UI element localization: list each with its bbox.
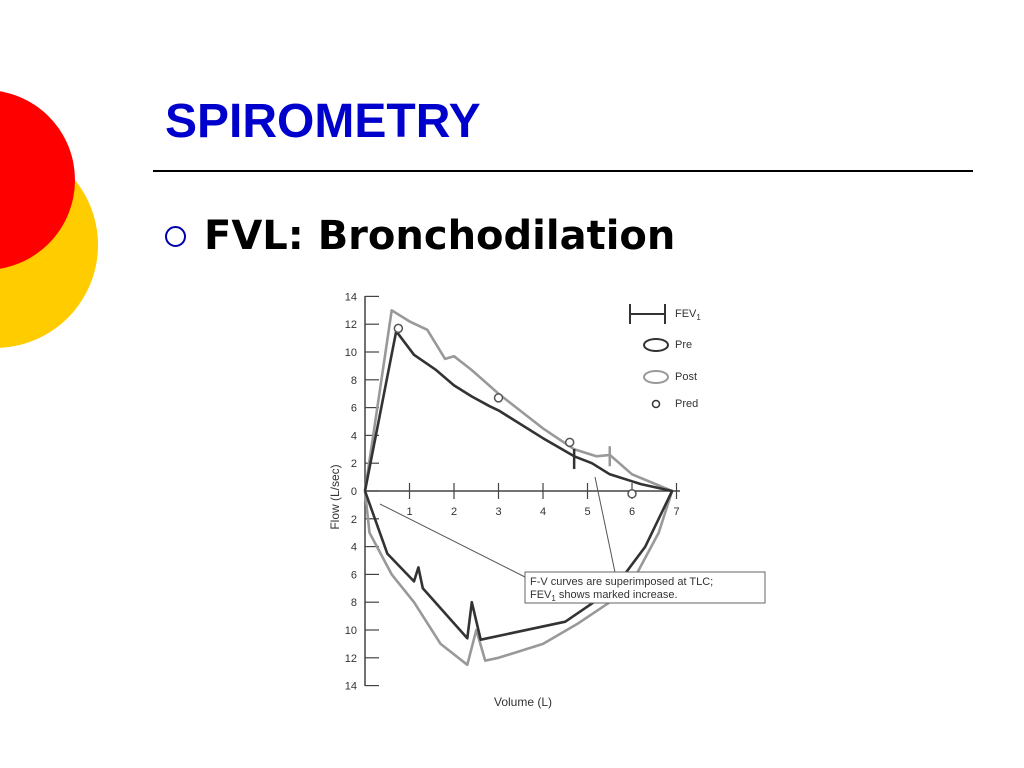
series-line-post — [365, 310, 672, 665]
annotation-fev-subscript: 1 — [551, 594, 556, 603]
pred-point — [628, 490, 636, 498]
legend-pre-swatch — [644, 339, 668, 351]
x-tick-label: 3 — [495, 506, 502, 518]
y-tick-label: 6 — [350, 569, 357, 582]
y-tick-label: 8 — [350, 597, 357, 610]
y-tick-label: 14 — [344, 291, 357, 304]
legend-fev-subscript: 1 — [696, 313, 701, 322]
legend-fev-marker — [630, 304, 665, 324]
decorative-circles — [0, 0, 140, 420]
x-tick-label: 5 — [584, 506, 591, 518]
x-tick-label: 7 — [673, 506, 680, 518]
y-tick-label: 14 — [344, 680, 357, 693]
title-divider — [153, 170, 973, 172]
annotation-line-1: F-V curves are superimposed at TLC; — [530, 576, 714, 588]
x-tick-label: 1 — [406, 506, 413, 518]
flow-volume-chart — [320, 282, 790, 722]
pred-point — [495, 394, 503, 402]
x-tick-label: 2 — [450, 506, 458, 518]
y-tick-label: 12 — [344, 652, 357, 665]
y-tick-label: 12 — [344, 319, 357, 332]
y-tick-label: 2 — [350, 458, 357, 471]
y-axis — [345, 291, 379, 692]
slide-title: SPIROMETRY — [165, 95, 481, 148]
pred-point — [394, 324, 402, 332]
annotation-leader-right — [595, 477, 616, 577]
legend-post-swatch — [644, 371, 668, 383]
y-axis-label: Flow (L/sec) — [328, 464, 342, 530]
legend-fev-label — [675, 308, 701, 322]
y-tick-label: 10 — [344, 347, 357, 359]
y-tick-label: 0 — [350, 486, 357, 498]
legend-post-label: Post — [675, 371, 698, 383]
bullet-item — [165, 213, 675, 259]
annotation — [380, 477, 765, 603]
y-tick-label: 10 — [344, 625, 357, 637]
x-tick-label: 4 — [539, 506, 547, 518]
y-tick-label: 2 — [350, 513, 357, 526]
legend — [630, 304, 701, 410]
y-tick-label: 6 — [350, 402, 357, 415]
legend-pred-label: Pred — [675, 398, 699, 410]
x-tick-label: 6 — [628, 506, 636, 518]
legend-fev-text: FEV — [675, 308, 697, 320]
y-tick-label: 8 — [350, 374, 357, 387]
bullet-text: FVL: Bronchodilation — [204, 213, 676, 259]
legend-pred-marker — [653, 401, 660, 408]
x-axis — [365, 483, 680, 518]
y-tick-label: 4 — [350, 430, 357, 443]
annotation-fev-text: FEV — [530, 589, 552, 601]
y-tick-label: 4 — [350, 541, 357, 554]
x-axis-label: Volume (L) — [493, 695, 553, 709]
annotation-increase-text: shows marked increase. — [555, 589, 678, 601]
bullet-circle-icon — [165, 226, 186, 247]
legend-pre-label: Pre — [675, 339, 693, 351]
pred-point — [566, 438, 574, 446]
